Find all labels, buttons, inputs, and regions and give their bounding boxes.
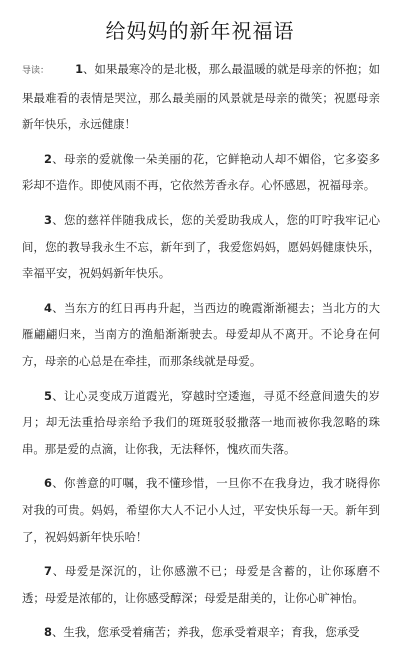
paragraph-6 (22, 470, 380, 550)
document-body (22, 56, 380, 646)
paragraph-text: 、生我，您承受着痛苦；养我，您承受着艰辛；育我，您承受 (51, 625, 360, 640)
lead-label: 导读： (22, 66, 50, 76)
paragraph-number: 5 (44, 388, 52, 403)
paragraph-number: 3 (44, 212, 52, 227)
paragraph-7 (22, 558, 380, 611)
paragraph-text: 、如果最寒冷的是北极，那么最温暖的就是母亲的怀抱；如果最难看的表情是哭泣，那么最美丽的风景就是母亲的微笑；祝愿母亲新年快乐，永远健康！ (22, 62, 380, 132)
paragraph-text: 、当东方的红日再冉升起，当西边的晚霞渐渐褪去；当北方的大雁翩翩归来，当南方的渔船渐渐驶去。母爱却从不离开。不论身在何方，母亲的心总是在牵挂，而那条线就是母爱。 (22, 300, 380, 368)
paragraph-number: 7 (44, 564, 52, 579)
paragraph-number: 6 (44, 476, 52, 491)
paragraph-number: 2 (44, 151, 52, 166)
paragraph-8 (22, 619, 380, 646)
paragraph-3 (22, 207, 380, 287)
paragraph-1 (22, 56, 380, 138)
paragraph-text: 、你善意的叮嘱，我不懂珍惜，一旦你不在我身边，我才晓得你对我的可贵。妈妈，希望你大人不记小人过，平安快乐每一天。新年到了，祝妈妈新年快乐哈！ (22, 476, 380, 544)
paragraph-4 (22, 295, 380, 375)
paragraph-2 (22, 146, 380, 199)
paragraph-text: 、您的慈祥伴随我成长，您的关爱助我成人，您的叮咛我牢记心间，您的教导我永生不忘，新年到了，我爱您妈妈，愿妈妈健康快乐，幸福平安，祝妈妈新年快乐。 (22, 212, 380, 281)
paragraph-text: 、让心灵变成万道霞光，穿越时空逶迤，寻觅不经意间遗失的岁月；却无法重拾母亲给予我们的斑斑驳驳撒落一地而被你我忽略的珠串。那是爱的点滴，让你我，无法释怀，愧疚而失落。 (22, 388, 380, 456)
paragraph-5 (22, 383, 380, 463)
paragraph-text: 、母爱是深沉的，让你感激不已；母爱是含蓄的，让你琢磨不透；母爱是浓郁的，让你感受醇深；母爱是甜美的，让你心旷神怡。 (22, 564, 380, 605)
paragraph-number: 1 (75, 62, 84, 76)
document-title: 给妈妈的新年祝福语 (105, 19, 295, 43)
paragraph-number: 4 (44, 300, 52, 315)
paragraph-number: 8 (44, 625, 52, 640)
paragraph-text: 、母亲的爱就像一朵美丽的花，它鲜艳动人却不媚俗，它多姿多彩却不造作。即使风雨不再，它依然芳香永存。心怀感恩，祝福母亲。 (22, 151, 380, 193)
